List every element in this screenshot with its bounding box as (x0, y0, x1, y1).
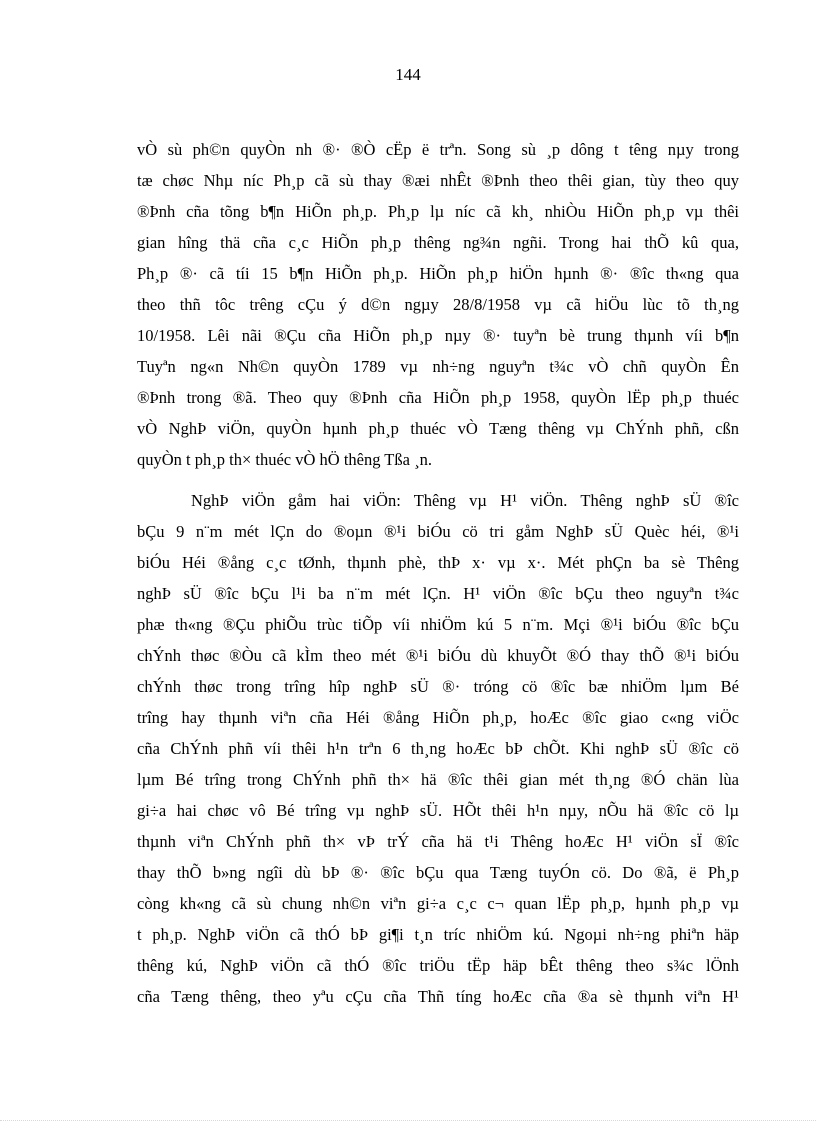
text-line: thêng kú, NghÞ viÖn cã thÓ ®îc triÖu tËp häp bÊt thêng theo s¾c lÖnh (137, 956, 739, 975)
text-line: theo thñ tôc trêng cÇu ý d©n ngµy 28/8/1958 vµ cã hiÖu lùc tõ th¸ng (137, 295, 739, 314)
text-line: t ph¸p. NghÞ viÖn cã thÓ bÞ gi¶i t¸n tríc nhiÖm kú. Ngoµi nh÷ng phiªn häp (137, 925, 739, 944)
paragraph-2 (137, 485, 739, 1012)
text-line: Ph¸p ®· cã tíi 15 b¶n HiÕn ph¸p. HiÕn ph¸p hiÖn hµnh ®· ®îc th«ng qua (137, 264, 739, 283)
text-line: biÓu Héi ®ång c¸c tØnh, thµnh phè, thÞ x· vµ x·. Mét phÇn ba sè Thêng (137, 553, 739, 572)
text-line: gi÷a hai chøc vô Bé trîng vµ nghÞ sÜ. HÕt thêi h¹n nµy, nÕu hä ®îc cö lµ (137, 801, 739, 820)
text-line: bÇu 9 n¨m mét lÇn do ®oµn ®¹i biÓu cö tri gåm NghÞ sÜ Quèc héi, ®¹i (137, 522, 739, 541)
page-bottom-rule (0, 1120, 816, 1121)
text-line: cña Tæng thêng, theo yªu cÇu cña Thñ tíng hoÆc cña ®a sè thµnh viªn H¹ (137, 987, 739, 1006)
text-line: nghÞ sÜ ®îc bÇu l¹i ba n¨m mét lÇn. H¹ viÖn ®îc bÇu theo nguyªn t¾c (137, 584, 739, 603)
text-line: 10/1958. Lêi nãi ®Çu cña HiÕn ph¸p nµy ®· tuyªn bè trung thµnh víi b¶n (137, 326, 739, 345)
text-line: trîng hay thµnh viªn cña Héi ®ång HiÕn ph¸p, hoÆc ®îc giao c«ng viÖc (137, 708, 739, 727)
text-line: gian hîng thä cña c¸c HiÕn ph¸p thêng ng¾n ngñi. Trong hai thÕ kû qua, (137, 233, 739, 252)
body-text (137, 134, 739, 1012)
text-line: vÒ NghÞ viÖn, quyÒn hµnh ph¸p thuéc vÒ Tæng thêng vµ ChÝnh phñ, cßn (137, 419, 739, 438)
text-line: cña ChÝnh phñ víi thêi h¹n trªn 6 th¸ng hoÆc bÞ chÕt. Khi nghÞ sÜ ®îc cö (137, 739, 739, 758)
text-line: lµm Bé trîng trong ChÝnh phñ th× hä ®îc thêi gian mét th¸ng ®Ó chän lùa (137, 770, 739, 789)
text-line: quyÒn t ph¸p th× thuéc vÒ hÖ thêng Tßa ¸n. (137, 450, 432, 469)
text-line: tæ chøc Nhµ níc Ph¸p cã sù thay ®æi nhÊt ®Þnh theo thêi gian, tùy theo quy (137, 171, 739, 190)
text-line: phæ th«ng ®Çu phiÕu trùc tiÕp víi nhiÖm kú 5 n¨m. Mçi ®¹i biÓu ®îc bÇu (137, 615, 739, 634)
text-line: ®Þnh trong ®ã. Theo quy ®Þnh cña HiÕn ph¸p 1958, quyÒn lËp ph¸p thuéc (137, 388, 739, 407)
text-line: còng kh«ng cã sù chung nh©n viªn gi÷a c¸c c¬ quan lËp ph¸p, hµnh ph¸p vµ (137, 894, 739, 913)
paragraph-1 (137, 134, 739, 475)
text-line: thµnh viªn ChÝnh phñ th× vÞ trÝ cña hä t¹i Thêng hoÆc H¹ viÖn sÏ ®îc (137, 832, 739, 851)
text-line: NghÞ viÖn gåm hai viÖn: Thêng vµ H¹ viÖn. Thêng nghÞ sÜ ®îc (191, 491, 739, 510)
text-line: chÝnh thøc trong trîng hîp nghÞ sÜ ®· tróng cö ®îc bæ nhiÖm lµm Bé (137, 677, 739, 696)
text-line: vÒ sù ph©n quyÒn nh ®· ®Ò cËp ë trªn. Song sù ¸p dông t têng nµy trong (137, 140, 739, 159)
text-line: thay thÕ b»ng ngîi dù bÞ ®· ®îc bÇu qua Tæng tuyÓn cö. Do ®ã, ë Ph¸p (137, 863, 739, 882)
text-line: chÝnh thøc ®Òu cã kÌm theo mét ®¹i biÓu dù khuyÕt ®Ó thay thÕ ®¹i biÓu (137, 646, 739, 665)
text-line: ®Þnh cña tõng b¶n HiÕn ph¸p. Ph¸p lµ níc cã kh¸ nhiÒu HiÕn ph¸p vµ thêi (137, 202, 739, 221)
text-line: Tuyªn ng«n Nh©n quyÒn 1789 vµ nh÷ng nguyªn t¾c vÒ chñ quyÒn Ên (137, 357, 739, 376)
page-number: 144 (395, 65, 421, 84)
